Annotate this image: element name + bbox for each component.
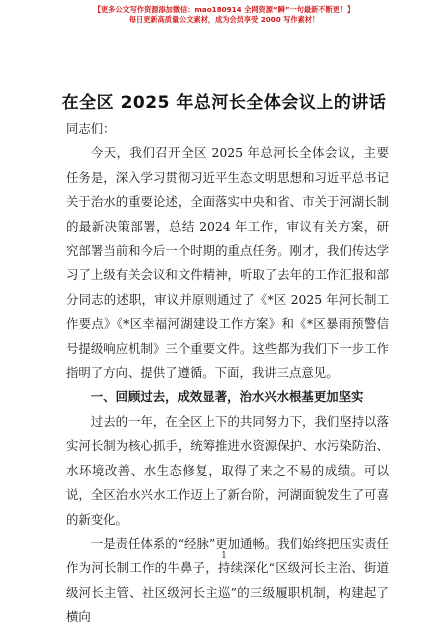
section-heading-1: 一、回顾过去，成效显著，治水兴水根基更加坚实 <box>90 389 364 405</box>
paragraph-responsibility: 一是责任体系的“经脉”更加通畅。我们始终把压实责任作为河长制工作的牛鼻子，持续深化“区级河长主治、街道级河长主管、社区级河长主巡”的三级履职机制，构建起了横向 <box>66 535 389 625</box>
promo-banner-line-2: 每日更新高质量公文素材，成为会员享受 2000 写作素材！ <box>128 15 320 24</box>
salutation: 同志们： <box>66 121 116 136</box>
speech-title: 在全区 2025 年总河长全体会议上的讲话 <box>61 93 387 113</box>
paragraph-opening: 今天，我们召开全区 2025 年总河长全体会议，主要任务是，深入学习贯彻习近平生态文明思想和习近平总书记关于治水的重要论述，全面落实中央和省、市关于河湖长制的最新决策部署，总结 2024 年工作，审议有关方案，研究部署当前和今后一个时期的重点任务。刚才，我们传达学习了上级有关会议和文件精神，听取了去年的工作汇报和部分同志的述职，审议并原则通过了《*区 2025 年河长制工作要点》《*区幸福河湖建设工作方案》和《*区暴雨预警信号提级响应机制》三个重要文件。这些都为我们下一步工作指明了方向、提供了遵循。下面，我讲三点意见。 <box>66 145 389 381</box>
paragraph-review: 过去的一年，在全区上下的共同努力下，我们坚持以落实河长制为核心抓手，统筹推进水资源保护、水污染防治、水环境改善、水生态修复，取得了来之不易的成绩。可以说，全区治水兴水工作迈上了新台阶，河湖面貌发生了可喜的新变化。 <box>66 413 389 527</box>
page-number: 1 <box>221 551 227 561</box>
promo-banner-line-1: 【更多公文写作资源添加微信：mao180914 全网资源“瞬”一句最新不断更！】 <box>93 5 355 14</box>
promo-banner <box>0 5 448 25</box>
